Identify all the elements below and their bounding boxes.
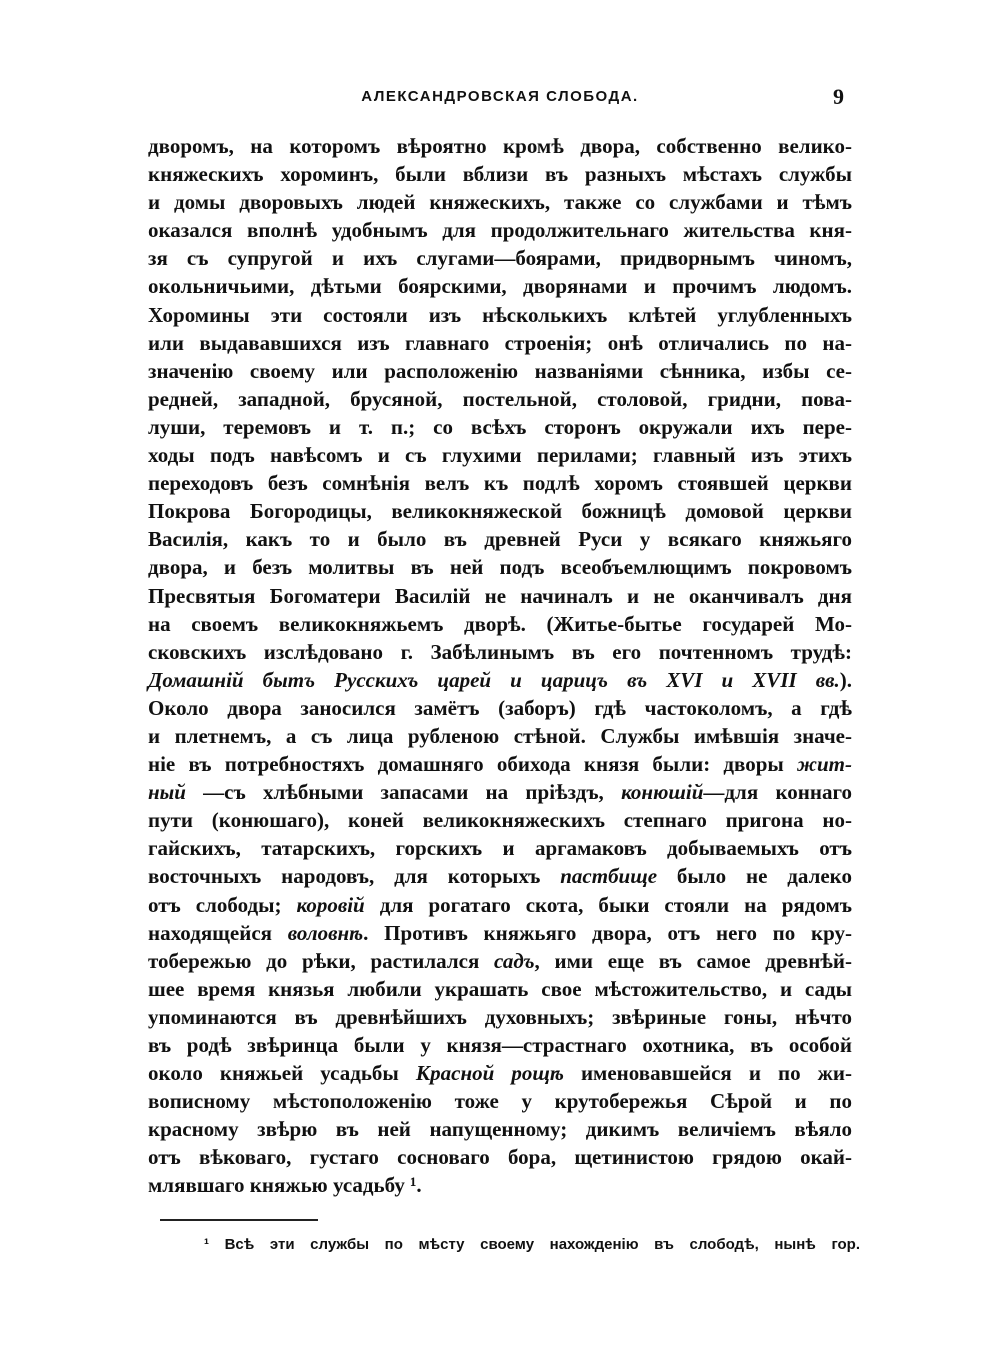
text-line [148, 132, 852, 160]
text-line [148, 1087, 852, 1115]
text-segment: отъ слободы; [148, 892, 297, 917]
text-segment: въ родѣ звѣринца были у князя—страстнаго охотника, въ особой [148, 1033, 852, 1057]
text-segment: Около двора заносился замётъ (заборъ) гдѣ частоколомъ, а гдѣ [148, 695, 852, 720]
footnote-divider [160, 1219, 318, 1221]
italic-text: садъ [494, 948, 535, 973]
italic-text: пастбище [560, 864, 658, 889]
text-segment: сковскихъ изслѣдовано г. Забѣлинымъ въ его почтенномъ трудѣ: [148, 639, 852, 664]
footnote: ¹ Всѣ эти службы по мѣсту своему нахожденію въ слободѣ, нынѣ гор. [204, 1236, 860, 1253]
page-number: 9 [833, 84, 844, 109]
text-segment: Покрова Богородицы, великокняжеской божницѣ домовой церкви [148, 499, 852, 524]
text-line [148, 357, 852, 385]
text-segment: и плетнемъ, а съ лица рубленою стѣной. Службы имѣвшія значе- [148, 723, 852, 748]
text-line [148, 919, 852, 947]
italic-text: воловнѣ [287, 920, 364, 945]
text-line [148, 666, 852, 694]
italic-text: жит- [796, 752, 852, 777]
text-line [148, 385, 852, 413]
text-segment: Василія, какъ то и было въ древней Руси у всякаго княжьяго [148, 527, 852, 552]
text-line [148, 834, 852, 862]
text-segment: на своемъ великокняжьемъ дворѣ. (Житье-бытье государей Мо- [148, 611, 852, 636]
text-segment: дворомъ, на которомъ вѣроятно кромѣ двора, собственно велико- [148, 134, 852, 158]
page-header [148, 84, 852, 112]
text-segment: . Противъ княжьяго двора, отъ него по кру- [363, 920, 852, 945]
text-line [148, 1031, 852, 1059]
italic-text: Домашній бытъ Русскихъ царей и царицъ въ XVI и XVII вв. [148, 667, 840, 692]
text-line [148, 638, 852, 666]
text-line [148, 329, 852, 357]
text-segment: зя съ супругой и ихъ слугами—боярами, придворнымъ чиномъ, [148, 246, 852, 271]
text-segment: шее время князья любили украшать свое мѣстожительство, и сады [148, 976, 852, 1001]
text-line [148, 778, 852, 806]
text-segment: княжескихъ хороминъ, были вблизи въ разныхъ мѣстахъ службы [148, 162, 852, 187]
text-segment: находящейся [148, 920, 288, 945]
text-line [148, 722, 852, 750]
text-segment: было не далеко [657, 864, 852, 889]
text-segment: редней, западной, брусяной, постельной, столовой, гридни, пова- [148, 386, 852, 411]
text-segment: , ими еще въ самое древнѣй- [534, 948, 852, 973]
text-line [148, 188, 852, 216]
text-segment: пути (конюшаго), коней великокняжескихъ степнаго пригона но- [148, 808, 852, 833]
text-line [148, 301, 852, 329]
running-title: АЛЕКСАНДРОВСКАЯ СЛОБОДА. [361, 88, 639, 105]
text-line [148, 469, 852, 497]
text-segment: окольничьими, дѣтьми боярскими, дворянами и прочимъ людомъ. [148, 274, 852, 299]
text-line [148, 216, 852, 244]
text-line [148, 1059, 852, 1087]
text-segment: и домы дворовыхъ людей княжескихъ, также со службами и тѣмъ [148, 190, 852, 215]
text-segment: оказался вполнѣ удобнымъ для продолжительнаго жительства кня- [148, 218, 852, 243]
text-line [148, 272, 852, 300]
text-segment: упоминаются въ древнѣйшихъ духовныхъ; звѣриные гоны, нѣчто [148, 1004, 852, 1029]
text-line [148, 947, 852, 975]
text-segment: Пресвятыя Богоматери Василій не начиналъ и не оканчивалъ дня [148, 583, 852, 608]
italic-text: ный [148, 780, 186, 805]
text-segment: около княжьей усадьбы [148, 1061, 416, 1086]
text-segment: Хоромины эти состояли изъ нѣсколькихъ клѣтей углубленныхъ [148, 302, 852, 327]
text-line [148, 553, 852, 581]
text-line [148, 1143, 852, 1171]
text-segment: для рогатаго скота, быки стояли на рядомъ [364, 892, 853, 917]
text-segment: ходы подъ навѣсомъ и съ глухими перилами; главный изъ этихъ [148, 443, 852, 468]
text-segment: луши, теремовъ и т. п.; со всѣхъ сторонъ окружали ихъ пере- [148, 414, 852, 439]
text-segment: вописному мѣстоположенію тоже у крутобережья Сѣрой и по [148, 1089, 852, 1114]
text-line [148, 582, 852, 610]
text-line [148, 750, 852, 778]
text-segment: значенію своему или расположенію названіями сѣнника, избы се- [148, 358, 852, 383]
text-segment: двора, и безъ молитвы въ ней подъ всеобъемлющимъ покровомъ [148, 555, 852, 580]
text-line [148, 891, 852, 919]
text-segment: —для коннаго [703, 780, 852, 805]
text-line [148, 497, 852, 525]
text-segment: —съ хлѣбными запасами на пріѣздъ, [185, 780, 622, 805]
italic-text: Красной рощѣ [415, 1061, 564, 1086]
text-line [148, 694, 852, 722]
italic-text: конюшій [621, 780, 704, 805]
text-segment: восточныхъ народовъ, для которыхъ [148, 864, 561, 889]
text-line [148, 610, 852, 638]
text-line [148, 1003, 852, 1031]
text-line [148, 1115, 852, 1143]
text-segment: гайскихъ, татарскихъ, горскихъ и аргамаковъ добываемыхъ отъ [148, 836, 852, 861]
text-segment: переходовъ безъ сомнѣнія велъ къ подлѣ хоромъ стоявшей церкви [148, 471, 852, 496]
text-segment: ). [839, 667, 852, 692]
text-line [148, 244, 852, 272]
text-line [148, 441, 852, 469]
text-line [148, 1171, 852, 1199]
text-segment: тобережью до рѣки, растилался [148, 948, 495, 973]
text-line [148, 862, 852, 890]
text-line [148, 413, 852, 441]
text-line [148, 525, 852, 553]
text-segment: именовавшейся и по жи- [563, 1061, 852, 1086]
text-segment: красному звѣрю въ ней напущенному; дикимъ величіемъ вѣяло [148, 1117, 852, 1142]
text-line [148, 975, 852, 1003]
text-segment: или выдававшихся изъ главнаго строенія; онѣ отличались по на- [148, 330, 852, 355]
text-segment: ніе въ потребностяхъ домашняго обихода князя были: дворы [148, 752, 797, 777]
text-line [148, 806, 852, 834]
italic-text: коровій [296, 892, 365, 917]
body-text [148, 132, 852, 1200]
text-segment: млявшаго княжью усадьбу ¹. [148, 1173, 422, 1198]
text-line [148, 160, 852, 188]
text-segment: отъ вѣковаго, густаго сосноваго бора, щетинистою грядою окай- [148, 1145, 852, 1170]
